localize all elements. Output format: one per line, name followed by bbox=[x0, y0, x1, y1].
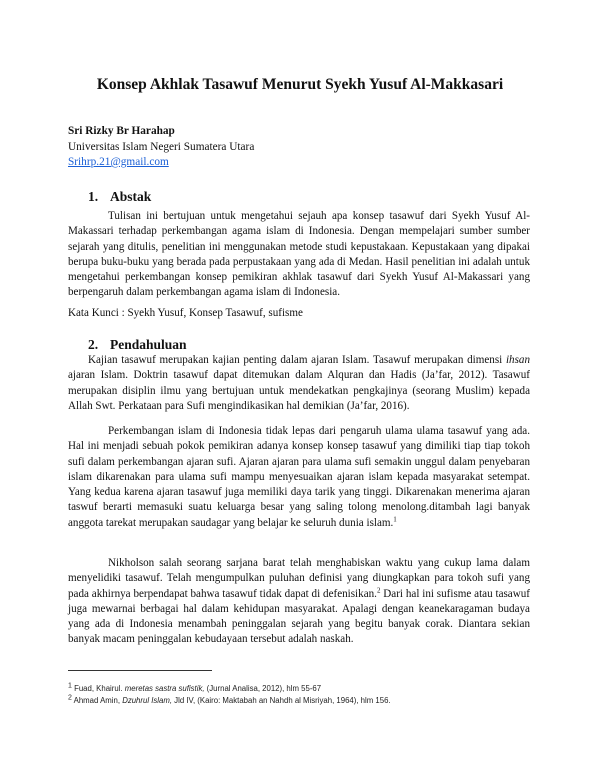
section-number: 2. bbox=[88, 337, 99, 352]
author-affiliation: Universitas Islam Negeri Sumatera Utara bbox=[68, 140, 255, 153]
section-heading-introduction bbox=[88, 337, 187, 353]
author-name: Sri Rizky Br Harahap bbox=[68, 125, 175, 137]
intro-text: Dari hal ini sufisme atau tasawuf juga mewarnai berbagai hal dalam kehidupan masyarakat. Apalagi dengan keanekaragaman budaya yang ada di Indonesia menambah peninggalan sejarah yang begitu banyak corak. Diantara sekian banyak macam peninggalan kebudayaan tersebut adalah naskah. bbox=[68, 587, 530, 646]
footnote-divider bbox=[68, 670, 212, 671]
footnote-italic: Dzuhrul Islam, bbox=[122, 696, 173, 705]
intro-text: Kajian tasawuf merupakan kajian penting dalam ajaran Islam. Tasawuf merupakan dimensi bbox=[88, 354, 506, 366]
author-email-link[interactable]: Srihrp.21@gmail.com bbox=[68, 156, 169, 168]
abstract-paragraph: Tulisan ini bertujuan untuk mengetahui sejauh apa konsep tasawuf dari Syekh Yusuf Al-Makassari terhadap perkembangan agama islam di Indonesia. Dengan mempelajari sumber sumber sejarah yang ditulis, penelitian ini menggunakan metode studi kepustakaan. Kepustakaan yang dipakai berupa buku-buku yang berada pada perpustakaan yang ada di Medan. Hasil penelitian ini adalah untuk mengetahui perkembangan konsep pemikiran akhlak tasawuf dari Syekh Yusuf Al-Makassari yang berpengaruh dalam perkembangan agama islam di Indonesia. bbox=[68, 210, 530, 299]
section-number: 1. bbox=[88, 189, 99, 204]
footnote-italic: meretas sastra sufistik, bbox=[124, 684, 205, 693]
section-heading-abstract bbox=[88, 189, 151, 205]
intro-paragraph-2 bbox=[68, 424, 530, 531]
author-block bbox=[68, 124, 254, 171]
intro-paragraph-3 bbox=[68, 556, 530, 648]
footnote-ref[interactable]: 1 bbox=[393, 515, 397, 524]
intro-text: ajaran Islam. Doktrin tasawuf dapat ditemukan dalam Alquran dan Hadis (Ja’far, 2012). Tasawuf merupakan disiplin ilmu yang bertujuan untuk mendekatkan pengkajinya (seorang Muslim) kepada Allah Swt. Perkataan para Sufi mengindikasikan hal demikian (Ja’far, 2016). bbox=[68, 369, 530, 412]
section-title: Abstak bbox=[110, 189, 152, 204]
footnote-text: Jld IV, (Kairo: Maktabah an Nahdh al Misriyah, 1964), hlm 156. bbox=[172, 696, 391, 705]
footnote-text: (Jurnal Analisa, 2012), hlm 55-67 bbox=[204, 684, 322, 693]
footnote-1 bbox=[68, 684, 321, 693]
footnote-text: Fuad, Khairul. bbox=[71, 684, 125, 693]
footnote-ref[interactable]: 2 bbox=[376, 585, 381, 594]
intro-paragraph-1 bbox=[68, 353, 530, 414]
footnote-number: 2 bbox=[68, 694, 72, 702]
keywords-line: Kata Kunci : Syekh Yusuf, Konsep Tasawuf, sufisme bbox=[68, 307, 303, 319]
paper-title: Konsep Akhlak Tasawuf Menurut Syekh Yusuf Al-Makkasari bbox=[96, 76, 504, 93]
footnote-text: Ahmad Amin, bbox=[71, 696, 123, 705]
intro-italic-term: ihsan bbox=[505, 354, 530, 366]
section-title: Pendahuluan bbox=[110, 337, 187, 352]
intro-text: Perkembangan islam di Indonesia tidak lepas dari pengaruh ulama ulama tasawuf yang ada. Hal ini menjadi sebuah pokok pemikiran adanya konsep konsep tasawuf yang dimiliki tiap tiap tokoh sufi dalam perkembangan ajaran sufi. Ajaran ajaran para ulama sufi semakin unggul dalam penyebaran islam dikarenakan para ulama sufi mampu menyesuaikan ajaran islam kepada masyarakat setempat. Yang kedua karena ajaran tasawuf juga memiliki daya tarik yang tinggi. Dikarenakan menerima ajaran taswuf berarti memasuki suatu keluarga besar yang saling tolong menolong.ditambah lagi banyak anggota tarekat merupakan saudagar yang belajar ke seluruh dunia islam. bbox=[68, 425, 530, 529]
intro-text: Nikholson salah seorang sarjana barat telah menghabiskan waktu yang cukup lama dalam menyelidiki tasawuf. Telah mengumpulkan puluhan definisi yang diungkapkan para tokoh sufi yang pada akhirnya berpendapat bahwa tasawuf tidak dapat di defenisikan. bbox=[68, 557, 530, 600]
footnote-number: 1 bbox=[68, 682, 72, 690]
footnote-2 bbox=[68, 696, 391, 705]
